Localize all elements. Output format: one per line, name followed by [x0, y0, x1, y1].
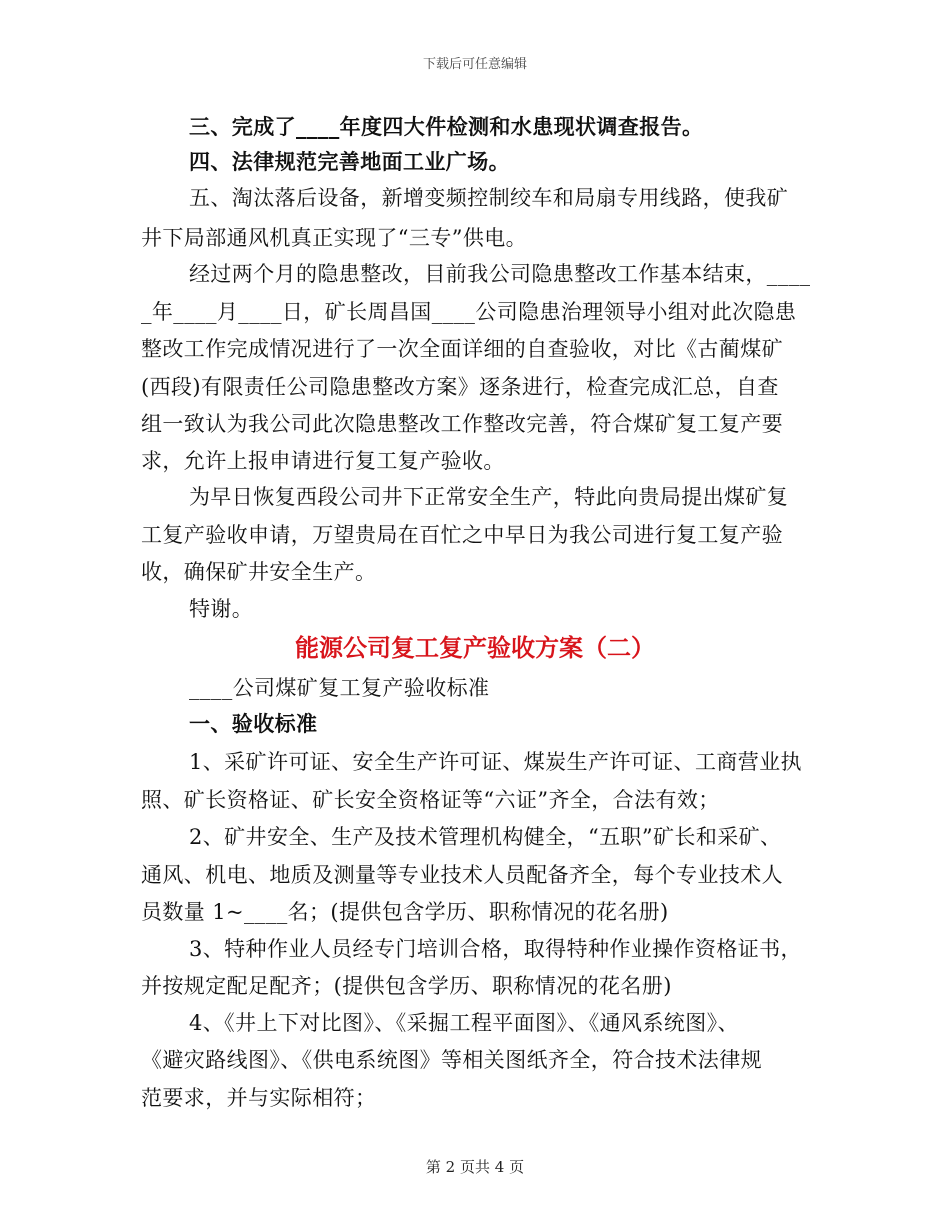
paragraph-line: 为早日恢复西段公司井下正常安全生产，特此向贵局提出煤矿复 [189, 485, 789, 509]
paragraph-line: 经过两个月的隐患整改，目前我公司隐患整改工作基本结束，____ [189, 262, 811, 286]
paragraph-line: 求，允许上报申请进行复工复产验收。 [141, 449, 505, 473]
paragraph-line: 四、法律规范完善地面工业广场。 [189, 149, 510, 174]
paragraph-line: 特谢。 [189, 597, 254, 621]
section-title: 能源公司复工复产验收方案（二） [295, 634, 655, 662]
paragraph-line: 《避灾路线图》、《供电系统图》等相关图纸齐全，符合技术法律规 [141, 1048, 762, 1072]
paragraph-line: 三、完成了____年度四大件检测和水患现状调查报告。 [189, 114, 704, 139]
paragraph-line: 范要求，并与实际相符； [141, 1086, 377, 1110]
paragraph-line: 组一致认为我公司此次隐患整改工作整改完善，符合煤矿复工复产要 [141, 412, 783, 436]
paragraph-line: 通风、机电、地质及测量等专业技术人员配备齐全，每个专业技术人 [141, 863, 783, 887]
paragraph-line: 并按规定配足配齐；(提供包含学历、职称情况的花名册) [141, 974, 672, 998]
paragraph-line: 4、《井上下对比图》、《采掘工程平面图》、《通风系统图》、 [189, 1011, 739, 1035]
paragraph-line: ____公司煤矿复工复产验收标准 [189, 676, 490, 700]
paragraph-line: 2、矿井安全、生产及技术管理机构健全，“五职”矿长和采矿、 [189, 825, 782, 849]
paragraph-line: 整改工作完成情况进行了一次全面详细的自查验收，对比《古蔺煤矿 [141, 337, 783, 361]
paragraph-line: 3、特种作业人员经专门培训合格，取得特种作业操作资格证书， [189, 937, 802, 961]
paragraph-line: 井下局部通风机真正实现了“三专”供电。 [141, 226, 528, 250]
paragraph-line: 照、矿长资格证、矿长安全资格证等“六证”齐全，合法有效； [141, 788, 720, 812]
paragraph-line: 1、采矿许可证、安全生产许可证、煤炭生产许可证、工商营业执 [189, 750, 802, 774]
paragraph-line: 工复产验收申请，万望贵局在百忙之中早日为我公司进行复工复产验 [141, 523, 783, 547]
section-heading: 一、验收标准 [189, 711, 318, 736]
paragraph-line: 员数量 1~____名；(提供包含学历、职称情况的花名册) [141, 900, 669, 924]
paragraph-line: (西段)有限责任公司隐患整改方案》逐条进行，检查完成汇总，自查 [141, 375, 779, 399]
paragraph-line: 五、淘汰落后设备，新增变频控制绞车和局扇专用线路，使我矿 [189, 186, 789, 210]
page-footer: 第 2 页共 4 页 [425, 1158, 525, 1176]
page-header: 下载后可任意编辑 [422, 57, 527, 72]
paragraph-line: _年____月____日，矿长周昌国____公司隐患治理领导小组对此次隐患 [141, 300, 797, 324]
paragraph-line: 收，确保矿井安全生产。 [141, 560, 377, 584]
